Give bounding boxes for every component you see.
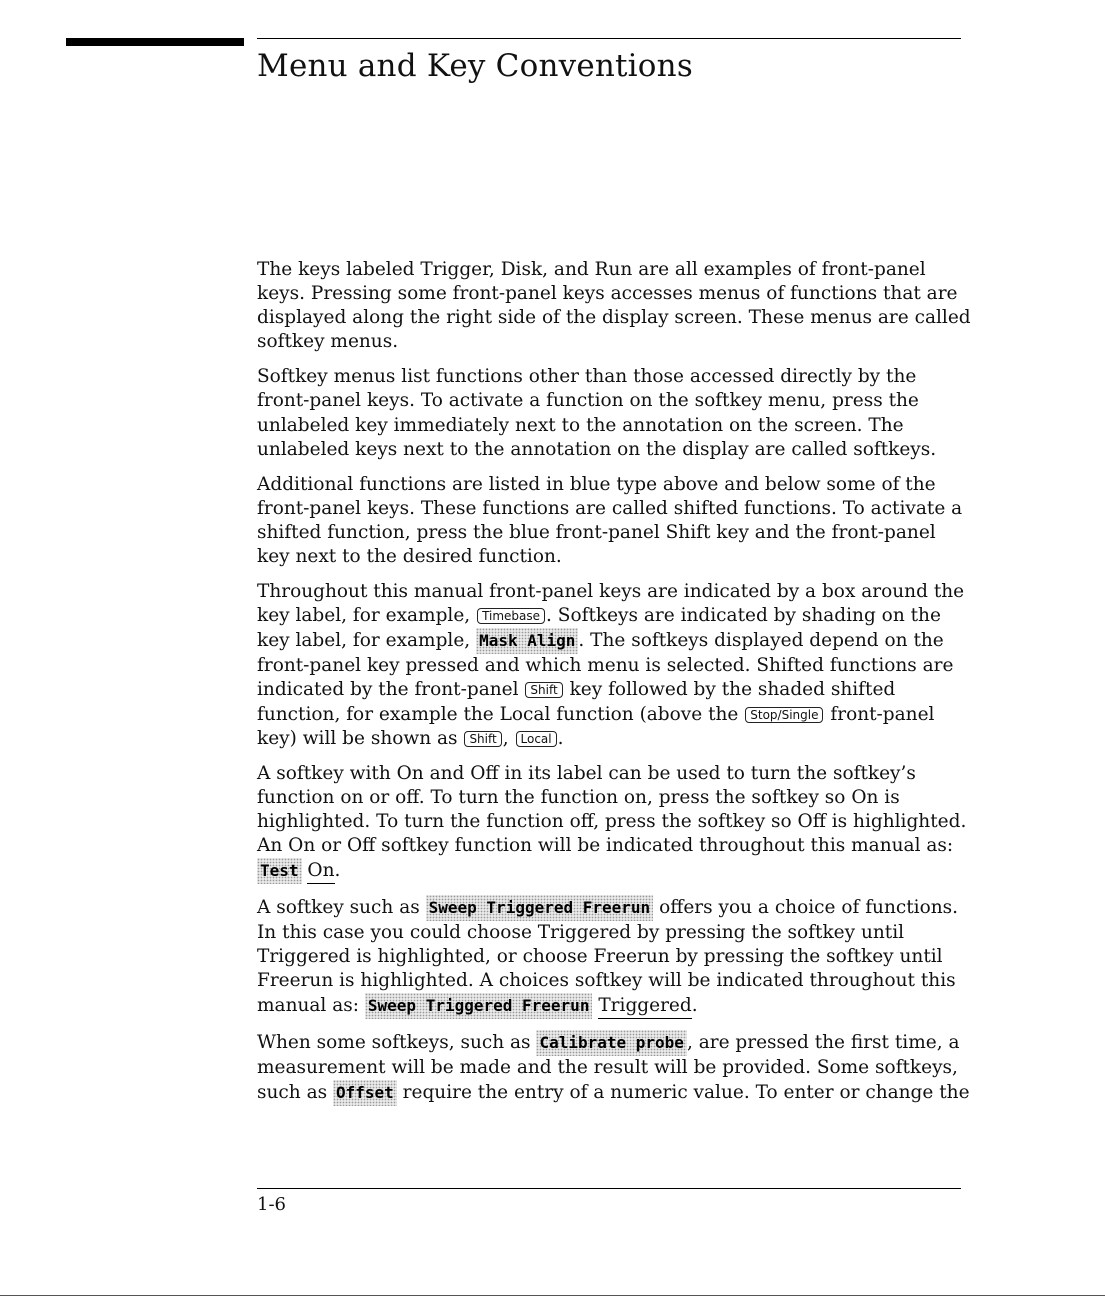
paragraph-measurement-softkeys (257, 1030, 972, 1106)
softkey-mask-align: Mask Align (476, 628, 578, 654)
text-run: A softkey such as (257, 897, 420, 919)
softkey-calibrate-probe: Calibrate probe (536, 1030, 687, 1056)
paragraph-key-notation (257, 580, 972, 751)
text-run: . (691, 995, 698, 1017)
text-run: . Softkeys are indicated by shading on the key label, for example, (257, 605, 941, 652)
paragraph-on-off-softkeys (257, 762, 972, 884)
paragraph-choice-softkeys (257, 895, 972, 1019)
text-run: require the entry of a numeric value. To enter or change the (402, 1082, 970, 1104)
paragraph-softkey-menus: Softkey menus list functions other than those accessed directly by the front-panel keys. To activate a function on the softkey menu, press the unlabeled key immediately next to the annotation on the screen. The unlabeled keys next to the annotation on the display are called softkeys. (257, 366, 937, 460)
softkey-test: Test (257, 858, 302, 884)
softkey-sweep-triggered-freerun: Sweep Triggered Freerun (426, 895, 654, 921)
text-run: When some softkeys, such as (257, 1032, 531, 1054)
header-rule (257, 38, 961, 39)
front-panel-key-shift-example: Shift (464, 731, 501, 747)
text-run: A softkey with On and Off in its label can be used to turn the softkey’s function on or off. To turn the function on, press the softkey so On is highlighted. To turn the function off, press the softkey so Off is highlighted. An On or Off softkey function will be indicated throughout this manual as: (257, 762, 967, 856)
text-run: , (502, 727, 509, 749)
text-run: . (557, 727, 564, 749)
paragraph-front-panel-keys: The keys labeled Trigger, Disk, and Run are all examples of front-panel keys. Pressing some front-panel keys accesses menus of functions that are displayed along the right side of the display screen. These menus are called softkey menus. (257, 259, 971, 353)
section-marker-bar (66, 38, 244, 46)
front-panel-key-shift: Shift (525, 682, 562, 698)
softkey-offset: Offset (333, 1080, 397, 1106)
front-panel-key-local: Local (516, 731, 557, 747)
footer-rule (257, 1188, 961, 1189)
page-number: 1-6 (257, 1194, 286, 1215)
text-run: . (334, 860, 341, 882)
front-panel-key-stop-single: Stop/Single (745, 707, 823, 723)
softkey-sweep-triggered-freerun-example: Sweep Triggered Freerun (365, 993, 593, 1019)
body-text (257, 258, 972, 1117)
front-panel-key-timebase: Timebase (477, 608, 545, 624)
text-run: offers you a choice of functions. In this case you could choose Triggered by pressing the softkey until Triggered is highlighted, or choose Freerun by pressing the softkey until Freerun is highlighted. A choices softkey will be indicated throughout this manual as: (257, 897, 959, 1017)
page-edge-line (0, 1295, 1105, 1296)
text-run: front-panel key) will be shown as (257, 703, 935, 749)
text-run: key followed by the shaded shifted function, for example the Local function (above the (257, 679, 896, 725)
text-run: . The softkeys displayed depend on the front-panel key pressed and which menu is selected. Shifted functions are indicated by the front-panel (257, 630, 954, 701)
page-title: Menu and Key Conventions (257, 48, 693, 84)
selected-option-triggered: Triggered (598, 995, 691, 1019)
text-run: , are pressed the first time, a measurement will be made and the result will be provided. Some softkeys, such as (257, 1032, 960, 1104)
selected-option-on: On (307, 860, 334, 884)
paragraph-shifted-functions: Additional functions are listed in blue type above and below some of the front-panel keys. These functions are called shifted functions. To activate a shifted function, press the blue front-panel Shift key and the front-panel key next to the desired function. (257, 473, 963, 568)
text-run: Throughout this manual front-panel keys are indicated by a box around the key label, for example, (257, 581, 965, 627)
